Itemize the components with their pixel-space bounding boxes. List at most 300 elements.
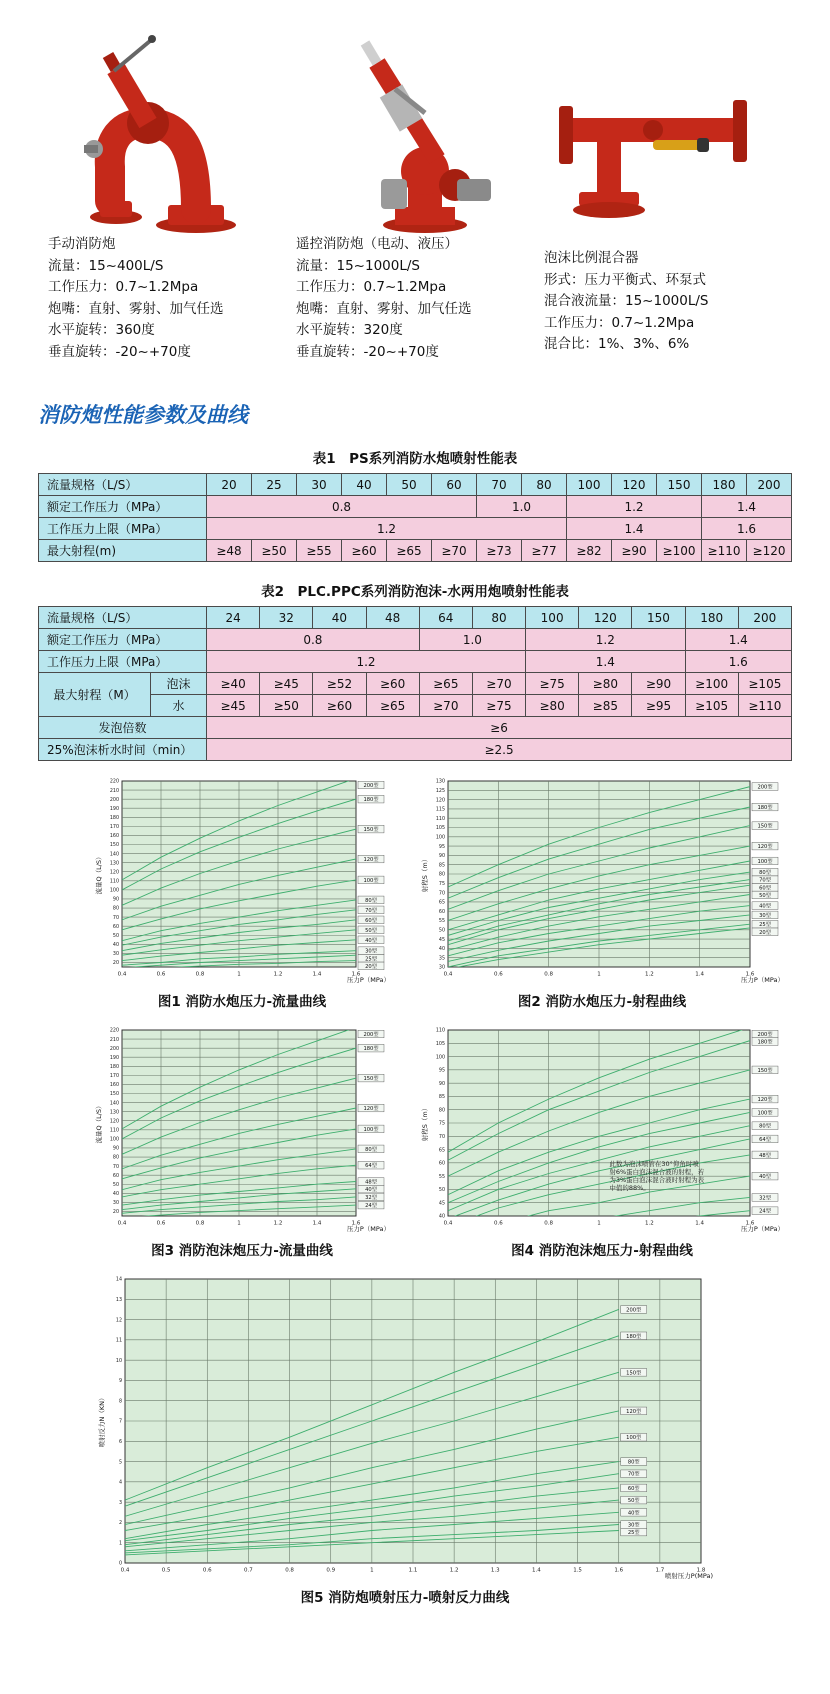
svg-text:30型: 30型 xyxy=(759,912,771,919)
svg-text:32型: 32型 xyxy=(759,1195,771,1202)
svg-text:65: 65 xyxy=(438,900,445,906)
spec-line: 混合液流量：15~1000L/S xyxy=(544,293,709,309)
svg-text:180型: 180型 xyxy=(757,805,773,812)
svg-text:210: 210 xyxy=(109,788,119,794)
table-cell: ≥70 xyxy=(419,695,472,717)
svg-text:110: 110 xyxy=(109,1128,119,1134)
table-cell: 25 xyxy=(252,474,297,496)
table-row xyxy=(39,474,792,496)
table-cell: ≥48 xyxy=(207,540,252,562)
table-cell: ≥75 xyxy=(472,695,525,717)
svg-text:40: 40 xyxy=(112,1192,119,1198)
charts-row-1 xyxy=(0,775,830,1010)
table-cell: 50 xyxy=(387,474,432,496)
fig5-plot xyxy=(95,1273,715,1583)
svg-text:压力P（MPa）: 压力P（MPa） xyxy=(740,976,784,984)
svg-text:80型: 80型 xyxy=(365,1146,377,1153)
table-row xyxy=(39,496,792,518)
svg-text:0.7: 0.7 xyxy=(244,1567,253,1574)
svg-text:115: 115 xyxy=(435,807,445,813)
table-cell: 1.4 xyxy=(526,651,686,673)
table-row xyxy=(39,717,792,739)
manual-monitor-illustration xyxy=(64,29,264,234)
svg-text:180型: 180型 xyxy=(363,797,379,804)
svg-text:100: 100 xyxy=(435,1055,445,1061)
chart-fig4 xyxy=(418,1024,786,1259)
svg-text:95: 95 xyxy=(438,844,445,850)
table-cell: 48 xyxy=(366,607,419,629)
table-cell: ≥60 xyxy=(313,695,366,717)
svg-text:45: 45 xyxy=(438,1201,445,1207)
performance-table xyxy=(38,606,792,761)
svg-text:60: 60 xyxy=(112,1173,119,1179)
svg-text:1: 1 xyxy=(597,971,601,978)
svg-text:160: 160 xyxy=(109,834,119,840)
fig3-plot xyxy=(92,1024,392,1236)
svg-text:140: 140 xyxy=(109,852,119,858)
table-cell: 0.8 xyxy=(207,496,477,518)
table1-title: 表1 PS系列消防水炮喷射性能表 xyxy=(312,451,518,467)
svg-text:1.5: 1.5 xyxy=(573,1567,582,1574)
svg-text:0.6: 0.6 xyxy=(493,971,503,978)
table-cell: 40 xyxy=(342,474,387,496)
table-row xyxy=(39,607,792,629)
svg-text:100型: 100型 xyxy=(363,1126,379,1133)
svg-text:190: 190 xyxy=(109,806,119,812)
table-cell: 30 xyxy=(297,474,342,496)
svg-text:70型: 70型 xyxy=(627,1471,640,1478)
svg-text:70: 70 xyxy=(438,1134,445,1140)
table-row xyxy=(39,651,792,673)
table-cell: ≥82 xyxy=(567,540,612,562)
table-cell: ≥60 xyxy=(342,540,387,562)
table-cell: ≥80 xyxy=(579,673,632,695)
svg-text:80: 80 xyxy=(438,872,445,878)
table-cell: 流量规格（L/S） xyxy=(39,474,207,496)
svg-text:50: 50 xyxy=(112,933,119,939)
chart-fig2 xyxy=(418,775,786,1010)
svg-text:射程S（m）: 射程S（m） xyxy=(421,1104,429,1142)
spec-line: 垂直旋转：-20~+70度 xyxy=(48,343,191,360)
svg-text:120型: 120型 xyxy=(363,1106,379,1113)
table-cell: 24 xyxy=(207,607,260,629)
svg-text:50: 50 xyxy=(112,1182,119,1188)
table-cell: 1.4 xyxy=(567,518,702,540)
svg-text:4: 4 xyxy=(118,1480,122,1486)
table-cell: ≥65 xyxy=(366,695,419,717)
table-cell: 1.2 xyxy=(207,651,526,673)
table-cell: 1.6 xyxy=(685,651,791,673)
svg-text:0.6: 0.6 xyxy=(156,1220,166,1227)
svg-text:130: 130 xyxy=(109,1110,119,1116)
svg-text:1.1: 1.1 xyxy=(408,1567,418,1574)
table-cell: 1.6 xyxy=(702,518,792,540)
svg-text:95: 95 xyxy=(438,1068,445,1074)
svg-text:射程S（m）: 射程S（m） xyxy=(421,855,429,893)
svg-text:1: 1 xyxy=(597,1220,601,1227)
svg-text:110: 110 xyxy=(435,1028,445,1034)
svg-text:30: 30 xyxy=(438,965,445,971)
svg-text:160: 160 xyxy=(109,1083,119,1089)
table-cell: 70 xyxy=(477,474,522,496)
svg-text:50型: 50型 xyxy=(759,892,771,899)
table-cell: ≥75 xyxy=(526,673,579,695)
fig1-plot xyxy=(92,775,392,987)
svg-text:80型: 80型 xyxy=(759,870,771,877)
svg-text:0.6: 0.6 xyxy=(156,971,166,978)
svg-text:80型: 80型 xyxy=(627,1459,640,1466)
svg-text:25型: 25型 xyxy=(365,956,377,963)
svg-text:0.4: 0.4 xyxy=(117,971,127,978)
manual-monitor-image xyxy=(40,26,288,234)
svg-text:0.6: 0.6 xyxy=(202,1567,212,1574)
table-cell: ≥55 xyxy=(297,540,342,562)
svg-text:2: 2 xyxy=(118,1521,122,1527)
svg-text:1.2: 1.2 xyxy=(644,971,654,978)
svg-text:150型: 150型 xyxy=(757,1067,773,1074)
product-name: 泡沫比例混合器 xyxy=(544,250,639,266)
svg-text:30: 30 xyxy=(112,952,119,958)
table-cell: 工作压力上限（MPa） xyxy=(39,651,207,673)
foam-proportioner-illustration xyxy=(545,84,775,234)
svg-text:200型: 200型 xyxy=(757,1032,773,1038)
table-cell: 40 xyxy=(313,607,366,629)
table-cell: 25%泡沫析水时间（min） xyxy=(39,739,207,761)
table-cell: ≥110 xyxy=(702,540,747,562)
svg-text:80型: 80型 xyxy=(365,897,377,904)
spec-line: 炮嘴：直射、雾射、加气任选 xyxy=(48,300,224,317)
fig2-plot xyxy=(418,775,786,987)
remote-monitor-image xyxy=(288,26,536,234)
table-cell: 80 xyxy=(522,474,567,496)
svg-text:32型: 32型 xyxy=(365,1194,377,1201)
table-cell: 200 xyxy=(747,474,792,496)
table-cell: 水 xyxy=(151,695,207,717)
svg-text:60: 60 xyxy=(112,924,119,930)
svg-text:40型: 40型 xyxy=(627,1510,640,1517)
svg-text:20型: 20型 xyxy=(365,963,377,970)
svg-text:7: 7 xyxy=(118,1419,122,1425)
svg-text:25型: 25型 xyxy=(627,1530,640,1537)
table-cell: 120 xyxy=(579,607,632,629)
svg-text:120型: 120型 xyxy=(363,857,379,864)
table-cell: 64 xyxy=(419,607,472,629)
table-cell: 150 xyxy=(632,607,685,629)
svg-text:0.4: 0.4 xyxy=(443,1220,453,1227)
table-cell: ≥77 xyxy=(522,540,567,562)
table-cell: 1.0 xyxy=(477,496,567,518)
svg-text:150型: 150型 xyxy=(626,1370,642,1377)
svg-text:40型: 40型 xyxy=(759,903,771,910)
table-cell: 80 xyxy=(472,607,525,629)
svg-text:120: 120 xyxy=(109,870,119,876)
svg-text:180: 180 xyxy=(109,1064,119,1070)
svg-text:90: 90 xyxy=(438,1081,445,1087)
table-cell: ≥65 xyxy=(387,540,432,562)
svg-text:1.4: 1.4 xyxy=(695,1220,705,1227)
svg-text:压力P（MPa）: 压力P（MPa） xyxy=(740,1225,784,1233)
svg-text:50型: 50型 xyxy=(365,927,377,934)
svg-text:40型: 40型 xyxy=(365,937,377,944)
svg-text:0.9: 0.9 xyxy=(326,1567,336,1574)
svg-text:220: 220 xyxy=(109,1028,119,1034)
svg-text:90: 90 xyxy=(438,854,445,860)
svg-text:60: 60 xyxy=(438,909,445,915)
svg-text:30型: 30型 xyxy=(365,948,377,955)
table-cell: ≥100 xyxy=(685,673,738,695)
table-cell: ≥2.5 xyxy=(207,739,792,761)
svg-text:1.6: 1.6 xyxy=(351,1220,361,1227)
table-cell: 泡沫 xyxy=(151,673,207,695)
table-cell: ≥65 xyxy=(419,673,472,695)
table-cell: ≥100 xyxy=(657,540,702,562)
svg-text:50型: 50型 xyxy=(627,1498,640,1505)
spec-line: 流量：15~400L/S xyxy=(48,257,164,274)
chart-caption: 图5 消防炮喷射压力-喷射反力曲线 xyxy=(300,1590,510,1606)
chart-fig3 xyxy=(92,1024,392,1259)
spec-line: 工作压力：0.7~1.2Mpa xyxy=(48,279,199,295)
svg-text:1.2: 1.2 xyxy=(273,1220,283,1227)
svg-text:125: 125 xyxy=(435,789,445,794)
svg-text:110: 110 xyxy=(435,816,445,822)
svg-text:60: 60 xyxy=(438,1161,445,1167)
svg-text:64型: 64型 xyxy=(759,1136,771,1143)
table-cell: 1.2 xyxy=(567,496,702,518)
section-title: 消防炮性能参数及曲线 xyxy=(38,403,248,427)
product-card-manual-monitor xyxy=(40,26,288,363)
table-row xyxy=(39,739,792,761)
product-name: 手动消防炮 xyxy=(48,236,116,252)
svg-text:6: 6 xyxy=(118,1439,122,1445)
svg-text:0.8: 0.8 xyxy=(195,1220,205,1227)
product-specs xyxy=(288,256,536,364)
table-cell: 工作压力上限（MPa） xyxy=(39,518,207,540)
chart-caption: 图1 消防水炮压力-流量曲线 xyxy=(157,994,327,1010)
table2-title: 表2 PLC.PPC系列消防泡沫-水两用炮喷射性能表 xyxy=(261,584,569,600)
svg-text:1.4: 1.4 xyxy=(312,1220,322,1227)
charts-row-3 xyxy=(0,1273,830,1606)
table-cell: 0.8 xyxy=(207,629,420,651)
svg-text:180: 180 xyxy=(109,815,119,821)
svg-text:35: 35 xyxy=(438,956,445,962)
svg-text:120型: 120型 xyxy=(757,1097,773,1104)
svg-text:60型: 60型 xyxy=(627,1485,640,1492)
svg-text:80: 80 xyxy=(112,1155,119,1161)
svg-text:0.8: 0.8 xyxy=(195,971,205,978)
svg-text:200型: 200型 xyxy=(757,784,773,791)
svg-text:150型: 150型 xyxy=(757,823,773,830)
svg-text:0.6: 0.6 xyxy=(493,1220,503,1227)
svg-text:0.8: 0.8 xyxy=(544,1220,554,1227)
table-cell: ≥110 xyxy=(738,695,791,717)
table-cell: 180 xyxy=(685,607,738,629)
svg-text:130: 130 xyxy=(435,779,445,785)
svg-text:压力P（MPa）: 压力P（MPa） xyxy=(346,976,390,984)
svg-text:150型: 150型 xyxy=(363,1076,379,1083)
svg-text:180型: 180型 xyxy=(757,1039,773,1046)
table-cell: 1.2 xyxy=(207,518,567,540)
svg-text:85: 85 xyxy=(438,863,445,869)
spec-line: 水平旋转：360度 xyxy=(48,322,155,338)
svg-text:210: 210 xyxy=(109,1037,119,1043)
svg-text:1: 1 xyxy=(118,1541,122,1547)
table-cell: 1.0 xyxy=(419,629,525,651)
svg-text:200: 200 xyxy=(109,1046,119,1052)
table-cell: ≥60 xyxy=(366,673,419,695)
table-cell: 额定工作压力（MPa） xyxy=(39,629,207,651)
table-cell: 100 xyxy=(526,607,579,629)
table-cell: ≥50 xyxy=(260,695,313,717)
svg-text:190: 190 xyxy=(109,1055,119,1061)
svg-text:1.6: 1.6 xyxy=(614,1567,624,1574)
svg-text:180型: 180型 xyxy=(363,1046,379,1053)
svg-text:105: 105 xyxy=(435,826,445,832)
svg-text:1.8: 1.8 xyxy=(696,1567,706,1574)
svg-text:100: 100 xyxy=(435,835,445,841)
svg-text:150型: 150型 xyxy=(363,827,379,834)
table-cell: 流量规格（L/S） xyxy=(39,607,207,629)
table-cell: 200 xyxy=(738,607,791,629)
svg-text:0.4: 0.4 xyxy=(443,971,453,978)
performance-table xyxy=(38,473,792,562)
svg-text:80: 80 xyxy=(112,906,119,912)
svg-text:40: 40 xyxy=(112,943,119,949)
svg-text:8: 8 xyxy=(118,1399,122,1405)
svg-text:50: 50 xyxy=(438,928,445,934)
svg-text:100: 100 xyxy=(109,888,119,894)
svg-text:20: 20 xyxy=(112,1210,119,1216)
svg-text:70: 70 xyxy=(112,915,119,921)
svg-text:80型: 80型 xyxy=(759,1123,771,1130)
svg-text:0.4: 0.4 xyxy=(120,1567,130,1574)
chart-fig1 xyxy=(92,775,392,1010)
product-specs xyxy=(40,256,288,364)
svg-text:50: 50 xyxy=(438,1188,445,1194)
svg-text:24型: 24型 xyxy=(365,1203,377,1210)
svg-text:压力P（MPa）: 压力P（MPa） xyxy=(346,1225,390,1233)
table-cell: 最大射程（M） xyxy=(39,673,151,717)
remote-monitor-illustration xyxy=(307,29,517,234)
table-row xyxy=(39,518,792,540)
svg-text:120: 120 xyxy=(109,1119,119,1125)
svg-text:1.6: 1.6 xyxy=(351,971,361,978)
svg-text:14: 14 xyxy=(115,1277,122,1283)
svg-text:55: 55 xyxy=(438,919,445,925)
svg-text:70: 70 xyxy=(438,891,445,897)
svg-text:1.3: 1.3 xyxy=(490,1567,500,1574)
svg-text:48型: 48型 xyxy=(365,1179,377,1186)
charts-row-2 xyxy=(0,1024,830,1259)
svg-text:1.2: 1.2 xyxy=(449,1567,459,1574)
svg-text:75: 75 xyxy=(438,882,445,887)
svg-text:180型: 180型 xyxy=(626,1333,642,1340)
table-cell: ≥85 xyxy=(579,695,632,717)
table-cell: ≥105 xyxy=(738,673,791,695)
chart-caption: 图4 消防泡沫炮压力-射程曲线 xyxy=(511,1243,693,1259)
spec-line: 流量：15~1000L/S xyxy=(296,257,420,274)
svg-text:90: 90 xyxy=(112,1146,119,1152)
table-cell: 120 xyxy=(612,474,657,496)
product-specs xyxy=(536,270,784,356)
spec-line: 形式：压力平衡式、环泵式 xyxy=(544,271,706,288)
table-cell: ≥90 xyxy=(632,673,685,695)
svg-text:200型: 200型 xyxy=(363,783,379,789)
chart-fig5 xyxy=(95,1273,715,1606)
table-cell: 1.4 xyxy=(702,496,792,518)
table-row xyxy=(39,695,792,717)
svg-text:100型: 100型 xyxy=(626,1435,642,1442)
svg-text:1.4: 1.4 xyxy=(695,971,705,978)
svg-text:100型: 100型 xyxy=(757,858,773,865)
svg-text:65: 65 xyxy=(438,1148,445,1154)
table-cell: ≥52 xyxy=(313,673,366,695)
svg-text:1.7: 1.7 xyxy=(655,1567,665,1574)
svg-text:55: 55 xyxy=(438,1174,445,1180)
product-card-foam-proportioner xyxy=(536,26,784,363)
table2-mount xyxy=(0,606,830,761)
spec-line: 水平旋转：320度 xyxy=(296,322,403,338)
svg-text:0: 0 xyxy=(118,1561,122,1567)
svg-text:100: 100 xyxy=(109,1137,119,1143)
table-cell: ≥120 xyxy=(747,540,792,562)
spec-line: 垂直旋转：-20~+70度 xyxy=(296,343,439,360)
svg-text:85: 85 xyxy=(438,1095,445,1101)
svg-text:70型: 70型 xyxy=(759,877,771,884)
chart-caption: 图3 消防泡沫炮压力-流量曲线 xyxy=(151,1243,333,1259)
svg-text:24型: 24型 xyxy=(759,1208,771,1215)
spec-line: 炮嘴：直射、雾射、加气任选 xyxy=(296,300,472,317)
svg-text:40型: 40型 xyxy=(365,1187,377,1194)
svg-text:140: 140 xyxy=(109,1101,119,1107)
spec-line: 工作压力：0.7~1.2Mpa xyxy=(544,314,695,331)
svg-text:150: 150 xyxy=(109,843,119,849)
table-row xyxy=(39,540,792,562)
table-cell: ≥50 xyxy=(252,540,297,562)
svg-text:200型: 200型 xyxy=(626,1307,642,1314)
svg-text:75: 75 xyxy=(438,1121,445,1127)
svg-text:喷射压力P(MPa): 喷射压力P(MPa) xyxy=(664,1572,713,1580)
svg-text:0.8: 0.8 xyxy=(544,971,554,978)
table-cell: ≥95 xyxy=(632,695,685,717)
svg-text:100型: 100型 xyxy=(363,877,379,884)
svg-text:60型: 60型 xyxy=(759,885,771,892)
products-row xyxy=(0,0,830,363)
svg-text:1.4: 1.4 xyxy=(312,971,322,978)
svg-text:30型: 30型 xyxy=(627,1522,640,1529)
svg-text:120: 120 xyxy=(435,798,445,804)
table-cell: ≥70 xyxy=(472,673,525,695)
table-cell: ≥40 xyxy=(207,673,260,695)
svg-text:80: 80 xyxy=(438,1108,445,1114)
svg-text:70: 70 xyxy=(112,1164,119,1170)
svg-text:30: 30 xyxy=(112,1201,119,1207)
svg-text:200型: 200型 xyxy=(363,1032,379,1038)
svg-text:170: 170 xyxy=(109,825,119,831)
table-cell: 32 xyxy=(260,607,313,629)
svg-text:1.2: 1.2 xyxy=(644,1220,654,1227)
svg-text:100型: 100型 xyxy=(757,1110,773,1117)
svg-text:120型: 120型 xyxy=(757,844,773,851)
table-cell: 1.2 xyxy=(526,629,686,651)
table-cell: ≥45 xyxy=(260,673,313,695)
chart-annotation: 此数为泡沫喷管在30°仰角时喷射6%蛋白泡沫混合液的射程，若为3%蛋白泡沫混合液时射程为表中值的88%。 xyxy=(609,1160,705,1193)
svg-text:10: 10 xyxy=(115,1358,122,1364)
svg-text:13: 13 xyxy=(115,1297,122,1303)
svg-text:40型: 40型 xyxy=(759,1174,771,1181)
table-cell: ≥105 xyxy=(685,695,738,717)
svg-text:60型: 60型 xyxy=(365,917,377,924)
spec-line: 工作压力：0.7~1.2Mpa xyxy=(296,279,447,295)
